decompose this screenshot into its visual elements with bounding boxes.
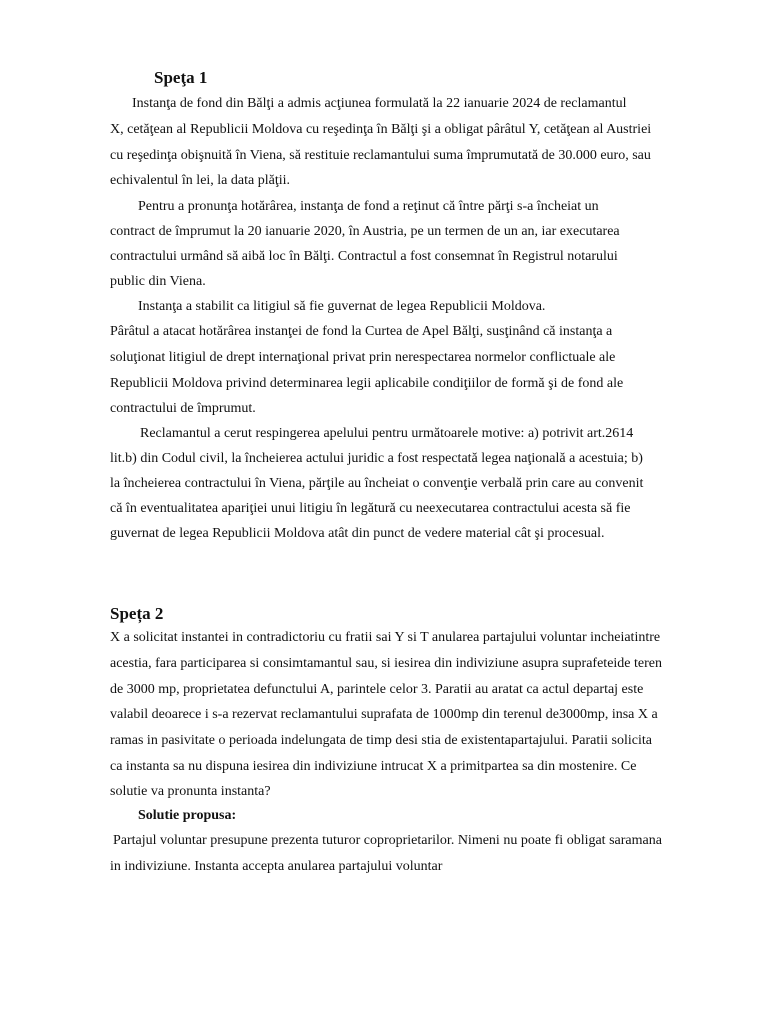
paragraph-line: in indiviziune. Instanta accepta anularea partajului voluntar xyxy=(110,859,443,874)
paragraph-line: X a solicitat instantei in contradictoriu cu fratii sai Y si T anularea partajului voluntar incheiatintre xyxy=(110,630,661,645)
paragraph-line: Reclamantul a cerut respingerea apelului pentru următoarele motive: a) potrivit art.2614 xyxy=(140,426,634,441)
paragraph-line: ca instanta sa nu dispuna iesirea din indiviziune intrucat X a primitpartea sa din mostenire. Ce xyxy=(110,759,637,774)
paragraph-line: public din Viena. xyxy=(110,274,206,289)
paragraph-line: valabil deoarece i s-a rezervat reclamantului suprafata de 1000mp din terenul de3000mp, insa X a xyxy=(110,707,658,722)
paragraph-line: la încheierea contractului în Viena, părţile au încheiat o convenţie verbală prin care au convenit xyxy=(110,476,644,491)
paragraph-line: de 3000 mp, proprietatea defunctului A, parintele celor 3. Paratii au aratat ca actul departaj este xyxy=(110,682,644,697)
paragraph-line: contractului de împrumut. xyxy=(110,401,256,416)
paragraph-line: Instanţa a stabilit ca litigiul să fie guvernat de legea Republicii Moldova. xyxy=(138,299,546,314)
paragraph-line: contract de împrumut la 20 ianuarie 2020, în Austria, pe un termen de un an, iar executarea xyxy=(110,224,620,239)
paragraph-line: soluţionat litigiul de drept internaţional privat prin nerespectarea normelor conflictuale ale xyxy=(110,350,616,365)
paragraph-line: cu reşedinţa obişnuită în Viena, să restituie reclamantului suma împrumutată de 30.000 euro, sau xyxy=(110,148,651,163)
paragraph-line: guvernat de legea Republicii Moldova atât din punct de vedere material cât şi procesual. xyxy=(110,526,605,541)
paragraph-line: acestia, fara participarea si consimtamantul sau, si iesirea din indiviziune asupra suprafeteide teren xyxy=(110,656,662,671)
paragraph-line: Pentru a pronunţa hotărârea, instanţa de fond a reţinut că între părţi s-a încheiat un xyxy=(138,199,599,214)
paragraph-line: contractului urmând să aibă loc în Bălţi. Contractul a fost consemnat în Registrul notarului xyxy=(110,249,618,264)
paragraph-line: că în eventualitatea apariţiei unui litigiu în legătură cu neexecutarea contractului acesta să fie xyxy=(110,501,631,516)
paragraph-line: Republicii Moldova privind determinarea legii aplicabile condiţiilor de formă şi de fond ale xyxy=(110,376,624,391)
paragraph-line: Instanţa de fond din Bălţi a admis acţiunea formulată la 22 ianuarie 2024 de reclamantul xyxy=(132,96,627,111)
paragraph-line: solutie va pronunta instanta? xyxy=(110,784,271,799)
paragraph-line: Pârâtul a atacat hotărârea instanţei de fond la Curtea de Apel Bălţi, susţinând că instanţa a xyxy=(110,324,613,339)
paragraph-line: lit.b) din Codul civil, la încheierea actului juridic a fost respectată legea naţională a acestuia; b) xyxy=(110,451,643,466)
speta-1-title: Speţa 1 xyxy=(154,68,208,87)
paragraph-line: echivalentul în lei, la data plăţii. xyxy=(110,173,290,188)
speta-2-title: Speța 2 xyxy=(110,604,164,623)
solution-heading: Solutie propusa: xyxy=(138,808,237,823)
paragraph-line: Partajul voluntar presupune prezenta tuturor coproprietarilor. Nimeni nu poate fi obligat saramana xyxy=(113,833,662,848)
paragraph-line: X, cetăţean al Republicii Moldova cu reşedinţa în Bălţi şi a obligat pârâtul Y, cetăţean al Austriei xyxy=(110,122,652,137)
paragraph-line: ramas in pasivitate o perioada indelungata de timp desi stia de existentapartajului. Paratii solicita xyxy=(110,733,652,748)
